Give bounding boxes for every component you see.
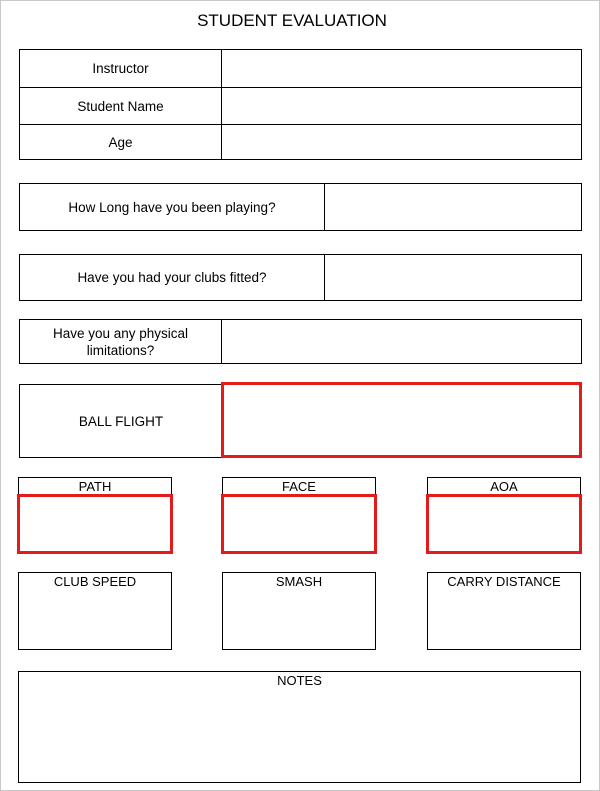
student-name-field[interactable] xyxy=(222,88,581,124)
age-row xyxy=(20,124,581,160)
carry-distance-field[interactable] xyxy=(427,592,581,650)
student-name-label: Student Name xyxy=(20,88,222,124)
instructor-field[interactable] xyxy=(222,50,581,87)
path-header: PATH xyxy=(18,477,172,497)
ball-flight-label: BALL FLIGHT xyxy=(78,413,164,429)
instructor-row xyxy=(20,50,581,87)
club-speed-field[interactable] xyxy=(18,592,172,650)
age-field[interactable] xyxy=(222,125,581,160)
student-name-row xyxy=(20,87,581,124)
info-table xyxy=(19,49,582,160)
smash-field[interactable] xyxy=(222,592,376,650)
playing-duration-box xyxy=(19,183,582,231)
face-highlight xyxy=(221,494,377,554)
clubs-fitted-label: Have you had your clubs fitted? xyxy=(20,255,325,300)
carry-distance-header: CARRY DISTANCE xyxy=(427,572,581,593)
club-speed-header: CLUB SPEED xyxy=(18,572,172,593)
physical-limitations-box xyxy=(19,319,582,364)
ball-flight-highlight xyxy=(221,382,582,458)
aoa-highlight xyxy=(426,494,582,554)
aoa-header: AOA xyxy=(427,477,581,497)
physical-limitations-field[interactable] xyxy=(222,320,581,363)
face-header: FACE xyxy=(222,477,376,497)
playing-duration-field[interactable] xyxy=(325,184,581,230)
clubs-fitted-field[interactable] xyxy=(325,255,581,300)
instructor-label: Instructor xyxy=(20,50,222,87)
path-highlight xyxy=(17,494,173,554)
page-title: STUDENT EVALUATION xyxy=(197,11,387,30)
age-label: Age xyxy=(20,125,222,160)
clubs-fitted-box xyxy=(19,254,582,301)
physical-limitations-label: Have you any physical limitations? xyxy=(20,320,222,363)
notes-header: NOTES xyxy=(18,671,581,692)
smash-header: SMASH xyxy=(222,572,376,593)
playing-duration-label: How Long have you been playing? xyxy=(20,184,325,230)
notes-field[interactable] xyxy=(18,691,581,783)
